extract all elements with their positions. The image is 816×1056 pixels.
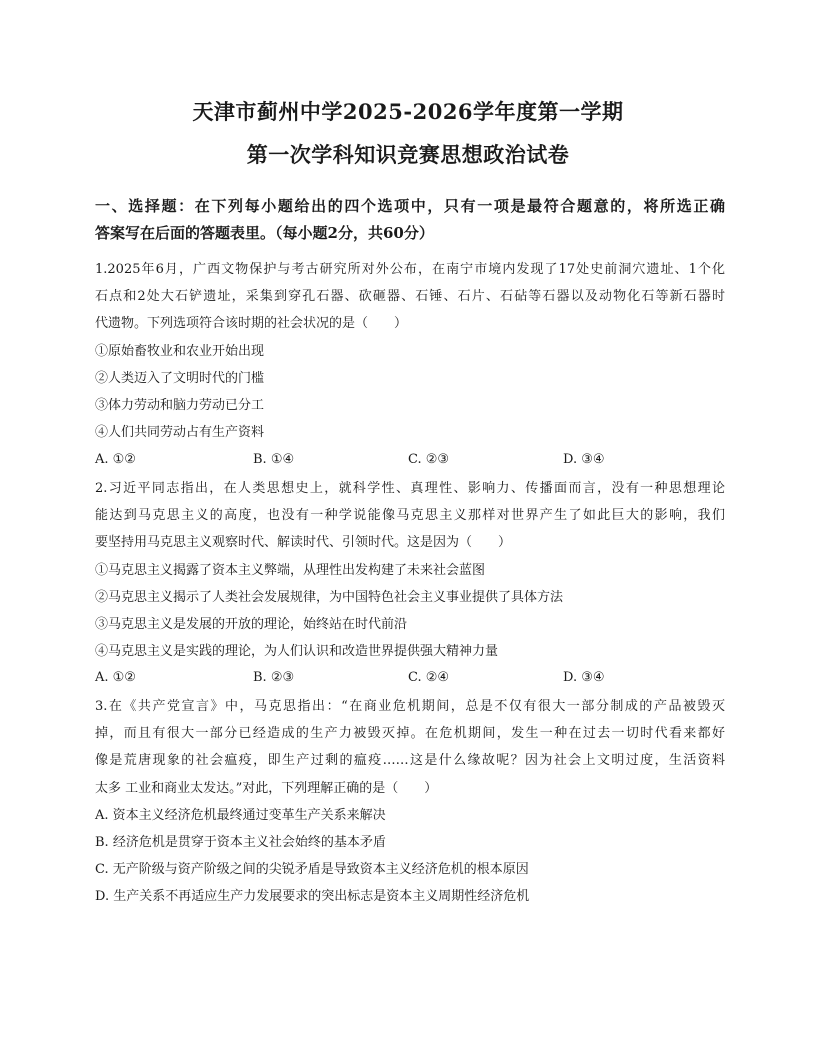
option-d: D. ③④ xyxy=(563,452,605,467)
option-d: D. ③④ xyxy=(563,670,605,685)
question-text-line: 石点和2处大石铲遗址，采集到穿孔石器、砍砸器、石锤、石片、石砧等石器以及动物化石等新石器时 xyxy=(95,289,725,305)
choice-d: D. 生产关系不再适应生产力发展要求的突出标志是资本主义周期性经济危机 xyxy=(95,889,530,905)
option-c: C. ②③ xyxy=(408,452,450,467)
question-text-line: 3.在《共产党宣言》中，马克思指出：“在商业危机期间，总是不仅有很大一部分制成的产品被毁灭 xyxy=(95,699,725,714)
question-text-line: 掉，而且有很大一部分已经造成的生产力被毁灭掉。在危机期间，发生一种在过去一切时代看来都好 xyxy=(95,726,725,742)
choice-a: A. 资本主义经济危机最终通过变革生产关系来解决 xyxy=(95,807,386,823)
statement: ②马克思主义揭示了人类社会发展规律，为中国特色社会主义事业提供了具体方法 xyxy=(95,589,564,605)
section-heading-line: 答案写在后面的答题表里。（每小题2分，共60分） xyxy=(95,224,434,243)
option-b: B. ①④ xyxy=(253,452,295,467)
exam-title-line1: 天津市蓟州中学2025-2026学年度第一学期 xyxy=(192,99,624,124)
question-text-line: 1.2025年6月，广西文物保护与考古研究所对外公布，在南宁市境内发现了17处史前洞穴遗址、1个化 xyxy=(95,262,725,277)
question-2-options xyxy=(95,670,725,694)
question-1-options xyxy=(95,452,725,476)
statement: ①原始畜牧业和农业开始出现 xyxy=(95,343,265,359)
question-1 xyxy=(95,256,725,446)
option-c: C. ②④ xyxy=(408,670,450,685)
question-text-line: 能达到马克思主义的高度，也没有一种学说能像马克思主义那样对世界产生了如此巨大的影响，我们 xyxy=(95,508,725,524)
exam-title-line2: 第一次学科知识竞赛思想政治试卷 xyxy=(246,142,570,167)
statement: ①马克思主义揭露了资本主义弊端，从理性出发构建了未来社会蓝图 xyxy=(95,562,486,578)
statement: ④马克思主义是实践的理论，为人们认识和改造世界提供强大精神力量 xyxy=(95,644,499,660)
statement: ②人类迈入了文明时代的门槛 xyxy=(95,370,265,386)
choice-b: B. 经济危机是贯穿于资本主义社会始终的基本矛盾 xyxy=(95,834,386,850)
statement: ④人们共同劳动占有生产资料 xyxy=(95,425,265,441)
question-text-line: 要坚持用马克思主义观察时代、解读时代、引领时代。这是因为（ ） xyxy=(95,535,512,551)
question-3 xyxy=(95,693,725,911)
option-b: B. ②③ xyxy=(253,670,295,685)
statement: ③马克思主义是发展的开放的理论，始终站在时代前沿 xyxy=(95,616,408,632)
question-text-line: 像是荒唐现象的社会瘟疫，即生产过剩的瘟疫……这是什么缘故呢？因为社会上文明过度，生活资料 xyxy=(95,753,725,769)
option-a: A. ①② xyxy=(95,452,136,467)
section-heading xyxy=(95,192,725,246)
statement: ③体力劳动和脑力劳动已分工 xyxy=(95,397,265,413)
option-a: A. ①② xyxy=(95,670,136,685)
section-heading-line: 一、选择题：在下列每小题给出的四个选项中，只有一项是最符合题意的，将所选正确 xyxy=(95,197,725,215)
question-text-line: 代遗物。下列选项符合该时期的社会状况的是（ ） xyxy=(95,316,408,332)
choice-c: C. 无产阶级与资产阶级之间的尖锐矛盾是导致资本主义经济危机的根本原因 xyxy=(95,862,529,878)
question-text-line: 太多 工业和商业太发达。”对此，下列理解正确的是（ ） xyxy=(95,780,438,796)
question-2 xyxy=(95,475,725,665)
question-text-line: 2.习近平同志指出，在人类思想史上，就科学性、真理性、影响力、传播面而言，没有一种思想理论 xyxy=(95,481,725,496)
